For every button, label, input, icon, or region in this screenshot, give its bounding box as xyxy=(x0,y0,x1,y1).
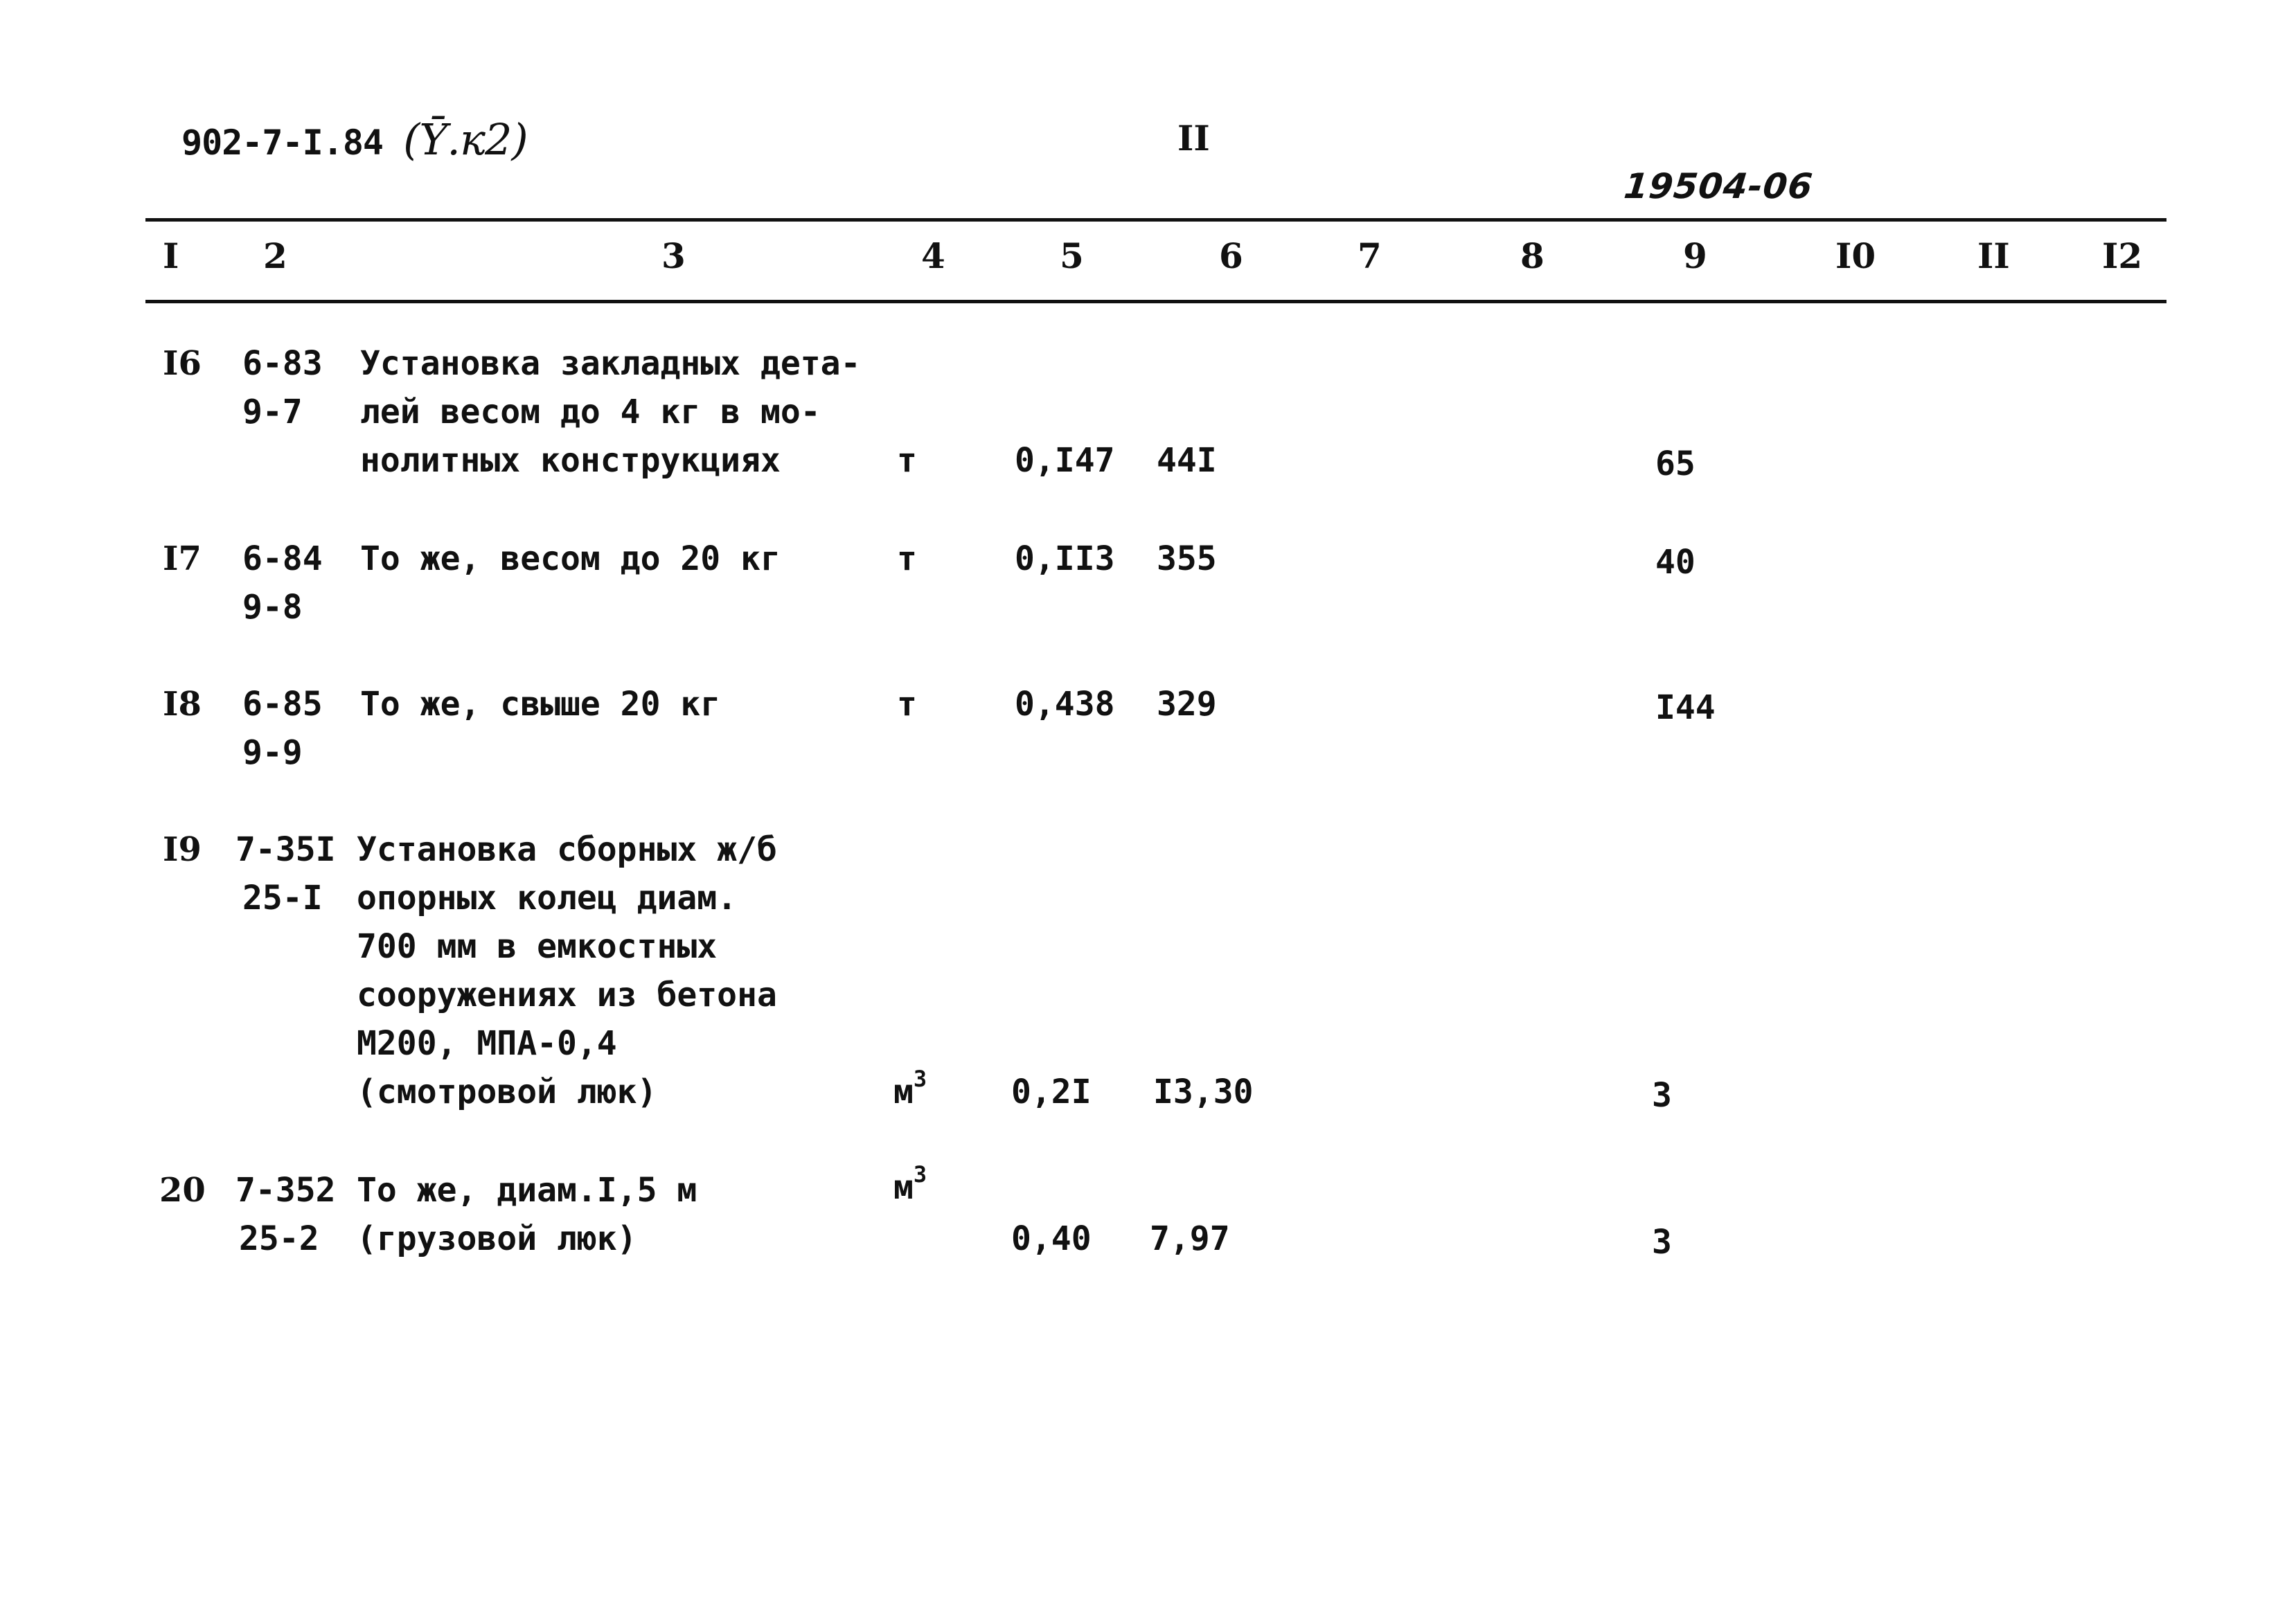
quantity: 0,2I xyxy=(1011,1073,1092,1111)
quantity: 0,I47 xyxy=(1015,441,1115,480)
unit-price: I3,30 xyxy=(1153,1073,1254,1111)
page-number: II xyxy=(1177,118,1210,159)
column-header-7: 7 xyxy=(1358,235,1382,276)
column-header-1: I xyxy=(163,235,179,276)
quantity: 0,40 xyxy=(1011,1219,1092,1258)
unit-price: 329 xyxy=(1157,685,1217,724)
description-line: нолитных конструкциях xyxy=(360,441,781,480)
unit xyxy=(897,436,917,485)
description-line: Установка сборных ж/б xyxy=(357,830,777,869)
unit-price: 355 xyxy=(1157,539,1217,578)
column-9-value: I44 xyxy=(1655,688,1716,727)
column-header-10: I0 xyxy=(1835,235,1876,276)
column-header-4: 4 xyxy=(921,235,945,276)
description-line: То же, диам.I,5 м xyxy=(357,1171,697,1210)
description-line: М200, МПА-0,4 xyxy=(357,1024,617,1063)
inventory-stamp: 19504-06 xyxy=(1621,166,1815,206)
column-header-11: II xyxy=(1977,235,2010,276)
column-9-value: 3 xyxy=(1652,1076,1672,1115)
column-header-9: 9 xyxy=(1683,235,1707,276)
column-header-2: 2 xyxy=(263,235,287,276)
column-9-value: 3 xyxy=(1652,1223,1672,1262)
document-code-number: 902-7-I.84 xyxy=(181,123,384,163)
norm-code-sub: 25-2 xyxy=(239,1219,319,1258)
norm-code-sub: 25-I xyxy=(242,879,323,917)
unit-symbol: т xyxy=(897,539,917,578)
table-top-rule xyxy=(145,218,2166,222)
unit-symbol: м xyxy=(893,1073,914,1111)
norm-code: 6-84 xyxy=(242,539,323,578)
description-line: лей весом до 4 кг в мо- xyxy=(360,393,821,431)
column-9-value: 40 xyxy=(1655,543,1696,582)
column-header-5: 5 xyxy=(1060,235,1084,276)
document-code xyxy=(181,114,528,165)
column-header-8: 8 xyxy=(1520,235,1545,276)
norm-code-sub: 9-9 xyxy=(242,733,303,772)
table-header-rule xyxy=(145,300,2166,303)
quantity: 0,II3 xyxy=(1015,539,1115,578)
row-number: I9 xyxy=(163,830,202,869)
quantity: 0,438 xyxy=(1015,685,1115,724)
row-number: I6 xyxy=(163,344,202,383)
column-header-12: I2 xyxy=(2102,235,2143,276)
norm-code-sub: 9-7 xyxy=(242,393,303,431)
unit-exponent: 3 xyxy=(913,1066,927,1092)
unit-price: 7,97 xyxy=(1150,1219,1230,1258)
description-line: (грузовой люк) xyxy=(357,1219,637,1258)
description-line: опорных колец диам. xyxy=(357,879,738,917)
row-number: I7 xyxy=(163,539,202,578)
document-code-note: (Ȳ.к2) xyxy=(403,114,528,165)
column-9-value: 65 xyxy=(1655,445,1696,483)
unit-symbol: т xyxy=(897,685,917,724)
norm-code-sub: 9-8 xyxy=(242,588,303,627)
column-header-3: 3 xyxy=(661,235,686,276)
row-number: I8 xyxy=(163,685,202,724)
unit xyxy=(893,1163,927,1212)
description-line: сооружениях из бетона xyxy=(357,976,777,1014)
description-line: (смотровой люк) xyxy=(357,1073,657,1111)
unit xyxy=(897,535,917,583)
row-number: 20 xyxy=(159,1171,206,1210)
norm-code: 7-35I xyxy=(235,830,336,869)
description-line: Установка закладных дета- xyxy=(360,344,861,383)
unit-exponent: 3 xyxy=(913,1161,927,1188)
column-header-6: 6 xyxy=(1219,235,1243,276)
unit xyxy=(893,1068,927,1116)
unit-symbol: м xyxy=(893,1168,914,1207)
norm-code: 6-85 xyxy=(242,685,323,724)
unit-price: 44I xyxy=(1157,441,1217,480)
norm-code: 7-352 xyxy=(235,1171,336,1210)
unit-symbol: т xyxy=(897,441,917,480)
description-line: 700 мм в емкостных xyxy=(357,927,718,966)
description-line: То же, свыше 20 кг xyxy=(360,685,721,724)
description-line: То же, весом до 20 кг xyxy=(360,539,781,578)
norm-code: 6-83 xyxy=(242,344,323,383)
unit xyxy=(897,680,917,728)
